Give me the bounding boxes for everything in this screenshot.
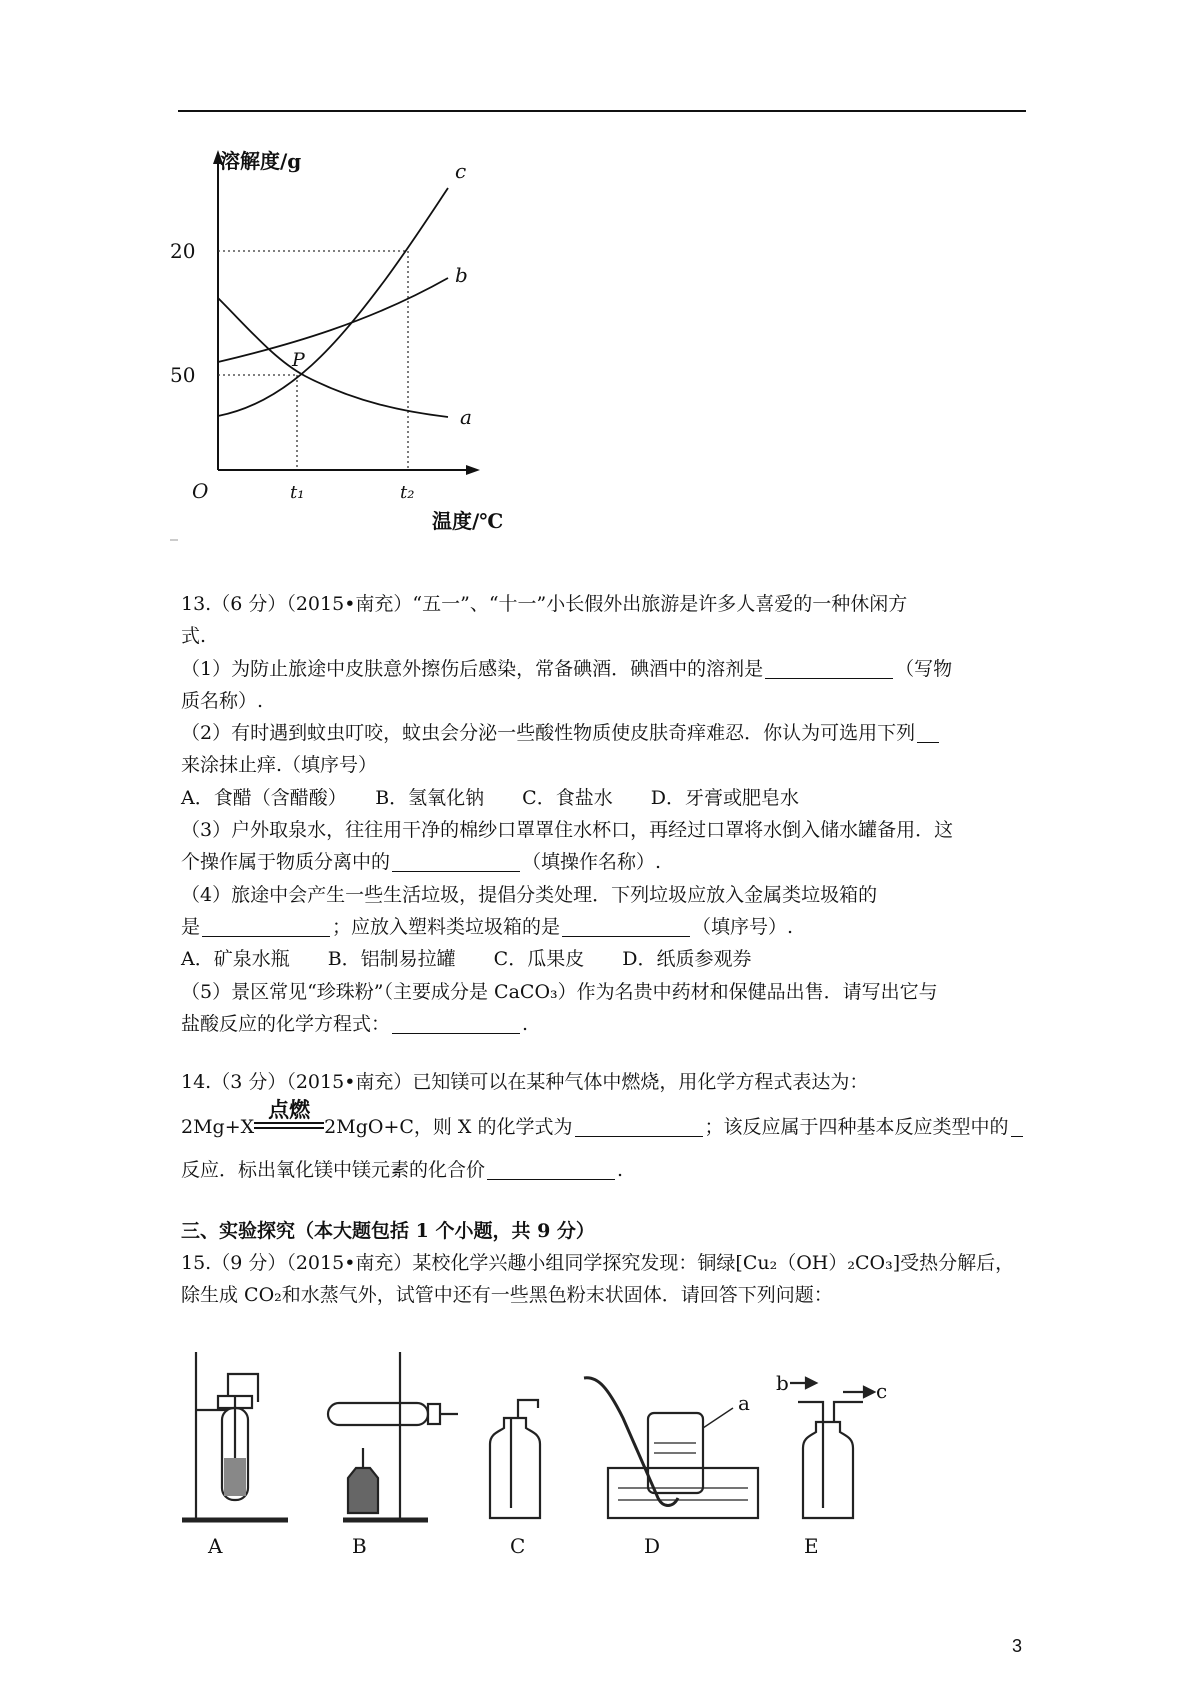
q15-line2: 除生成 CO₂和水蒸气外，试管中还有一些黑色粉末状固体．请回答下列问题： [181,1284,833,1307]
q13-p4-text2: ；应放入塑料类垃圾箱的是 [332,915,561,938]
q13-p4-cont [181,911,1027,943]
apparatus-e [790,1378,874,1518]
answer-blank[interactable] [765,659,893,679]
q13-p1-cont: 质名称）. [181,689,264,712]
q14-line3 [181,1154,1027,1186]
apparatus-c [490,1400,540,1518]
q13-p5-text2: . [522,1012,529,1035]
x-axis-arrow [466,465,480,475]
q15-line1: 15.（9 分）（2015•南充）某校化学兴趣小组同学探究发现：铜绿[Cu₂（OH）₂CO₃]受热分解后， [181,1252,1015,1275]
solubility-chart [170,150,570,545]
q13-part1 [181,653,1027,685]
q13-p3-text2: （填操作名称）. [522,851,662,874]
question-text [181,588,1027,1312]
answer-blank[interactable] [392,852,520,872]
answer-blank[interactable] [202,917,330,937]
origin-label: O [192,479,209,503]
apparatus-e-out: c [876,1379,888,1403]
q13-p1-text2: （写物 [895,657,953,680]
q13-p2-cont: 来涂抹止痒.（填序号） [181,754,378,777]
q14-l3-text2: . [617,1159,624,1182]
reaction-arrow [254,1098,324,1137]
series-label-c: c [455,159,467,183]
apparatus-label-a: A [208,1534,223,1558]
q13-p5-cont [181,1008,1027,1040]
apparatus-figures [178,1348,948,1558]
q14-line1: 14.（3 分）（2015•南充）已知镁可以在某种气体中燃烧，用化学方程式表达为： [181,1071,869,1094]
curve-a [218,298,448,417]
q13-p4-text: 是 [181,915,201,938]
q14-eq-after: ；该反应属于四种基本反应类型中的 [704,1116,1009,1139]
answer-blank[interactable] [575,1117,703,1137]
apparatus-label-e: E [804,1534,819,1558]
x-tick-t1: t₁ [290,482,305,503]
q13-p3-cont [181,846,1027,878]
q13-line1: 13.（6 分）（2015•南充）“五一”、“十一”小长假外出旅游是许多人喜爱的一种休闲方 [181,593,908,615]
q13-p4-text3: （填序号）. [692,915,794,938]
reaction-condition: 点燃 [268,1098,311,1123]
curve-b [218,278,448,362]
answer-blank[interactable] [392,1014,520,1034]
answer-blank[interactable] [487,1160,615,1180]
series-label-b: b [455,263,468,287]
q13-p4-options: A．矿泉水瓶 B．铝制易拉罐 C．瓜果皮 D．纸质参观券 [181,948,752,971]
q13-p1-text: （1）为防止旅途中皮肤意外擦伤后感染，常备碘酒．碘酒中的溶剂是 [181,657,764,680]
answer-blank[interactable] [917,723,939,743]
page-number: 3 [1011,1636,1022,1656]
q13-part2 [181,717,1027,749]
apparatus-label-d: D [644,1534,661,1558]
y-axis-label: 溶解度/g [220,150,302,173]
point-p-label: P [292,349,305,371]
answer-blank[interactable] [562,917,690,937]
y-tick-50: 20 [170,239,196,263]
x-tick-t2: t₂ [400,482,415,503]
q13-part5: （5）景区常见“珍珠粉”（主要成分是 CaCO₃）作为名贵中药材和保健品出售．请写出它与 [181,980,938,1003]
q13-p2-text: （2）有时遇到蚊虫叮咬，蚊虫会分泌一些酸性物质使皮肤奇痒难忍．你认为可选用下列 [181,722,916,745]
apparatus-b [328,1352,458,1520]
q14-eq-left: 2Mg+X [181,1116,255,1139]
q14-equation-line [181,1098,1027,1144]
apparatus-a [182,1352,288,1520]
q14-eq-right: 2MgO+C，则 X 的化学式为 [324,1116,573,1139]
header-rule [178,110,1026,112]
apparatus-label-b: B [352,1534,367,1558]
apparatus-d [584,1378,758,1518]
x-axis-label: 温度/℃ [432,509,504,533]
q14-l3-text: 反应．标出氧化镁中镁元素的化合价 [181,1159,486,1182]
apparatus-d-mark: a [738,1391,750,1415]
q13-p5-text: 盐酸反应的化学方程式： [181,1012,391,1035]
apparatus-label-c: C [510,1534,526,1558]
q13-part4: （4）旅途中会产生一些生活垃圾，提倡分类处理．下列垃圾应放入金属类垃圾箱的 [181,883,878,906]
q13-p2-options: A．食醋（含醋酸） B．氢氧化钠 C．食盐水 D．牙膏或肥皂水 [181,786,799,809]
y-tick-20: 50 [170,363,196,387]
q13-p3-text: 个操作属于物质分离中的 [181,851,391,874]
series-label-a: a [460,405,472,429]
answer-blank[interactable] [1011,1117,1023,1137]
apparatus-e-in: b [776,1371,789,1395]
q13-line2: 式. [181,625,207,648]
q13-part3: （3）户外取泉水，往往用干净的棉纱口罩罩住水杯口，再经过口罩将水倒入储水罐备用．这 [181,819,954,842]
curve-c [218,188,448,416]
section-heading: 三、实验探究（本大题包括 1 个小题，共 9 分） [181,1219,595,1242]
